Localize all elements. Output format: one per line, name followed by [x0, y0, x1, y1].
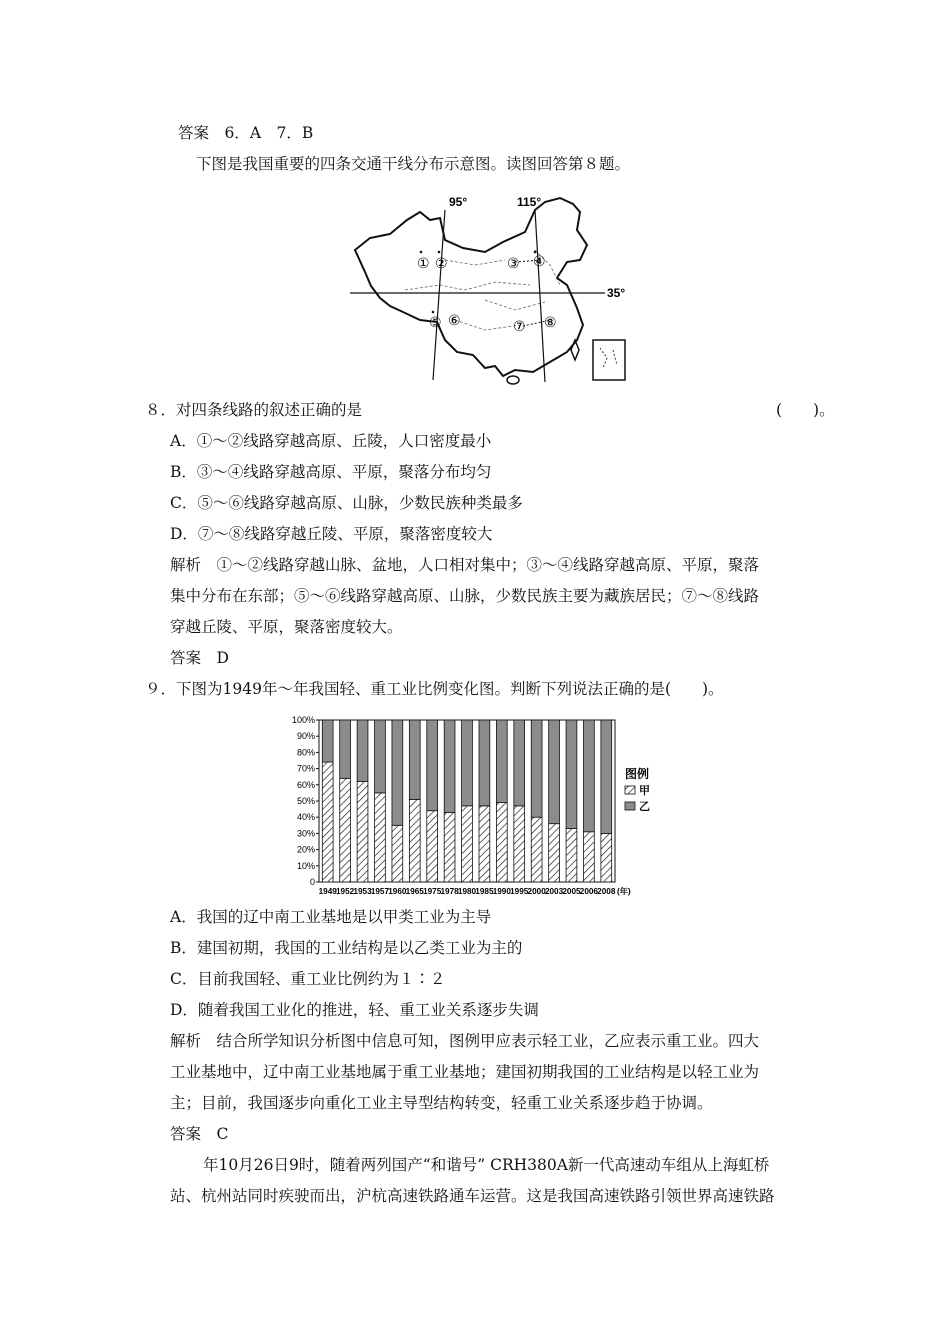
- q9-stem: ９．下图为1949年～年我国轻、重工业比例变化图。判断下列说法正确的是( )。: [145, 680, 724, 698]
- bar-jia-1949: [322, 762, 333, 882]
- q9-analysis-line-2: 工业基地中，辽中南工业基地属于重工业基地；建国初期我国的工业结构是以轻工业为: [170, 1063, 760, 1081]
- y-tick-label: 90%: [296, 731, 315, 742]
- y-tick-label: 40%: [296, 812, 315, 823]
- marker-7: ⑦: [513, 318, 526, 334]
- bar-yi-1995: [514, 720, 525, 806]
- x-tick-label-1965: 1965: [405, 887, 424, 896]
- legend-label-jia: 甲: [639, 785, 650, 797]
- bar-jia-2005: [566, 829, 577, 882]
- marker-4: ④: [533, 253, 546, 269]
- q9-option-a: A．我国的辽中南工业基地是以甲类工业为主导: [170, 908, 492, 926]
- x-tick-label-1960: 1960: [388, 887, 407, 896]
- q9-analysis-line-1: 解析 结合所学知识分析图中信息可知，图例甲应表示轻工业，乙应表示重工业。四大: [170, 1032, 760, 1050]
- bar-jia-1975: [427, 811, 438, 882]
- bar-jia-2003: [549, 824, 560, 882]
- x-tick-label-2003: 2003: [544, 887, 564, 896]
- bar-jia-2006: [583, 832, 594, 882]
- y-tick-label: 60%: [296, 779, 315, 790]
- top-answer: 答案 6．A 7．B: [178, 124, 314, 142]
- q8-option-d: D．⑦～⑧线路穿越丘陵、平原，聚落密度较大: [170, 525, 493, 543]
- q9-option-b: B．建国初期，我国的工业结构是以乙类工业为主的: [170, 939, 523, 957]
- y-tick-label: 70%: [296, 763, 315, 774]
- meridian-115: [535, 210, 545, 382]
- marker-3: ③: [507, 255, 520, 271]
- q8-stem: ８．对四条线路的叙述正确的是: [145, 401, 363, 419]
- y-tick-label: 0: [309, 877, 315, 887]
- marker-1: ①: [417, 255, 430, 271]
- x-tick-label-1985: 1985: [475, 887, 494, 896]
- legend-title: 图例: [625, 767, 650, 781]
- q9-option-c: C．目前我国轻、重工业比例约为１∶２: [170, 970, 446, 988]
- closing-line-2: 站、杭州站同时疾驶而出，沪杭高速铁路通车运营。这是我国高速铁路引领世界高速铁路: [170, 1187, 775, 1205]
- marker-2: ②: [435, 255, 448, 271]
- legend-swatch-yi: [625, 802, 635, 810]
- bar-yi-2006: [583, 720, 594, 832]
- q9-analysis-line-3: 主；目前，我国逐步向重化工业主导型结构转变，轻重工业关系逐步趋于协调。: [170, 1094, 713, 1112]
- x-tick-label-1978: 1978: [440, 887, 459, 896]
- x-tick-label-2006: 2006: [579, 887, 598, 896]
- q8-option-b: B．③～④线路穿越高原、平原，聚落分布均匀: [170, 463, 492, 481]
- y-tick-label: 100%: [291, 715, 315, 725]
- china-outline: [355, 198, 587, 376]
- bar-yi-1949: [322, 720, 333, 762]
- bar-jia-1957: [375, 793, 386, 882]
- q9-option-d: D．随着我国工业化的推进，轻、重工业关系逐步失调: [170, 1001, 539, 1019]
- bar-jia-1960: [392, 825, 403, 882]
- industry-ratio-chart: [285, 712, 685, 900]
- bar-yi-1952: [340, 720, 351, 778]
- marker-8: ⑧: [544, 314, 557, 330]
- y-tick-label: 50%: [296, 796, 315, 806]
- x-tick-label-2005: 2005: [562, 887, 581, 896]
- x-tick-label-1957: 1957: [370, 887, 390, 896]
- bar-yi-2003: [549, 720, 560, 824]
- x-tick-label-1975: 1975: [423, 887, 442, 896]
- q8-bracket: ( )。: [776, 401, 835, 419]
- bar-yi-2008: [601, 720, 612, 833]
- marker-6: ⑥: [448, 312, 461, 328]
- bar-yi-1975: [427, 720, 438, 811]
- label-35: 35°: [607, 286, 626, 300]
- bar-jia-2008: [601, 833, 612, 882]
- x-tick-label-1990: 1990: [492, 887, 511, 896]
- y-tick-label: 10%: [296, 860, 315, 871]
- q8-analysis-line-3: 穿越丘陵、平原，聚落密度较大。: [170, 618, 403, 636]
- bar-yi-1978: [444, 720, 455, 812]
- bar-yi-1965: [409, 720, 420, 799]
- y-tick-label: 20%: [296, 844, 315, 855]
- bar-yi-1980: [462, 720, 473, 806]
- bar-yi-1957: [375, 720, 386, 793]
- q8-answer: 答案 D: [170, 649, 229, 667]
- x-tick-label-1995: 1995: [510, 887, 529, 896]
- bar-jia-1985: [479, 806, 490, 882]
- bar-jia-2000: [531, 817, 542, 882]
- q8-option-a: A．①～②线路穿越高原、丘陵，人口密度最小: [170, 432, 492, 450]
- bar-yi-2005: [566, 720, 577, 829]
- bar-jia-1990: [496, 803, 507, 882]
- bar-yi-2000: [531, 720, 542, 817]
- meridian-95: [433, 210, 445, 380]
- label-115: 115°: [517, 195, 542, 209]
- bar-jia-1980: [462, 806, 473, 882]
- x-tick-label-2008: 2008: [597, 887, 616, 896]
- x-tick-label-2000: 2000: [527, 887, 546, 896]
- bar-jia-1995: [514, 806, 525, 882]
- intro-q8: 下图是我国重要的四条交通干线分布示意图。读图回答第８题。: [196, 155, 631, 173]
- q8-analysis-line-2: 集中分布在东部；⑤～⑥线路穿越高原、山脉，少数民族主要为藏族居民；⑦～⑧线路: [170, 587, 760, 605]
- x-tick-label-1980: 1980: [457, 887, 477, 896]
- q9-answer: 答案 C: [170, 1125, 229, 1143]
- legend-swatch-jia: [625, 786, 635, 794]
- y-tick-label: 80%: [296, 747, 315, 758]
- bar-jia-1953: [357, 782, 368, 882]
- legend-label-yi: 乙: [639, 801, 650, 813]
- bar-jia-1978: [444, 812, 455, 882]
- bar-yi-1985: [479, 720, 490, 806]
- bar-yi-1953: [357, 720, 368, 782]
- bar-jia-1952: [340, 778, 351, 882]
- label-95: 95°: [449, 195, 468, 209]
- china-transport-map: [345, 190, 635, 390]
- marker-5: ⑤: [429, 314, 442, 330]
- x-tick-label-1952: 1952: [336, 887, 355, 896]
- x-axis-unit: (年): [617, 887, 631, 896]
- bar-yi-1960: [392, 720, 403, 825]
- q8-analysis-line-1: 解析 ①～②线路穿越山脉、盆地，人口相对集中；③～④线路穿越高原、平原，聚落: [170, 556, 760, 574]
- y-tick-label: 30%: [296, 828, 315, 839]
- x-tick-label-1949: 1949: [318, 887, 337, 896]
- q8-option-c: C．⑤～⑥线路穿越高原、山脉，少数民族种类最多: [170, 494, 523, 512]
- x-tick-label-1953: 1953: [353, 887, 372, 896]
- bar-jia-1965: [409, 799, 420, 882]
- closing-line-1: 年10月26日9时，随着两列国产“和谐号” CRH380A新一代高速动车组从上海虹桥: [203, 1156, 770, 1174]
- bar-yi-1990: [496, 720, 507, 803]
